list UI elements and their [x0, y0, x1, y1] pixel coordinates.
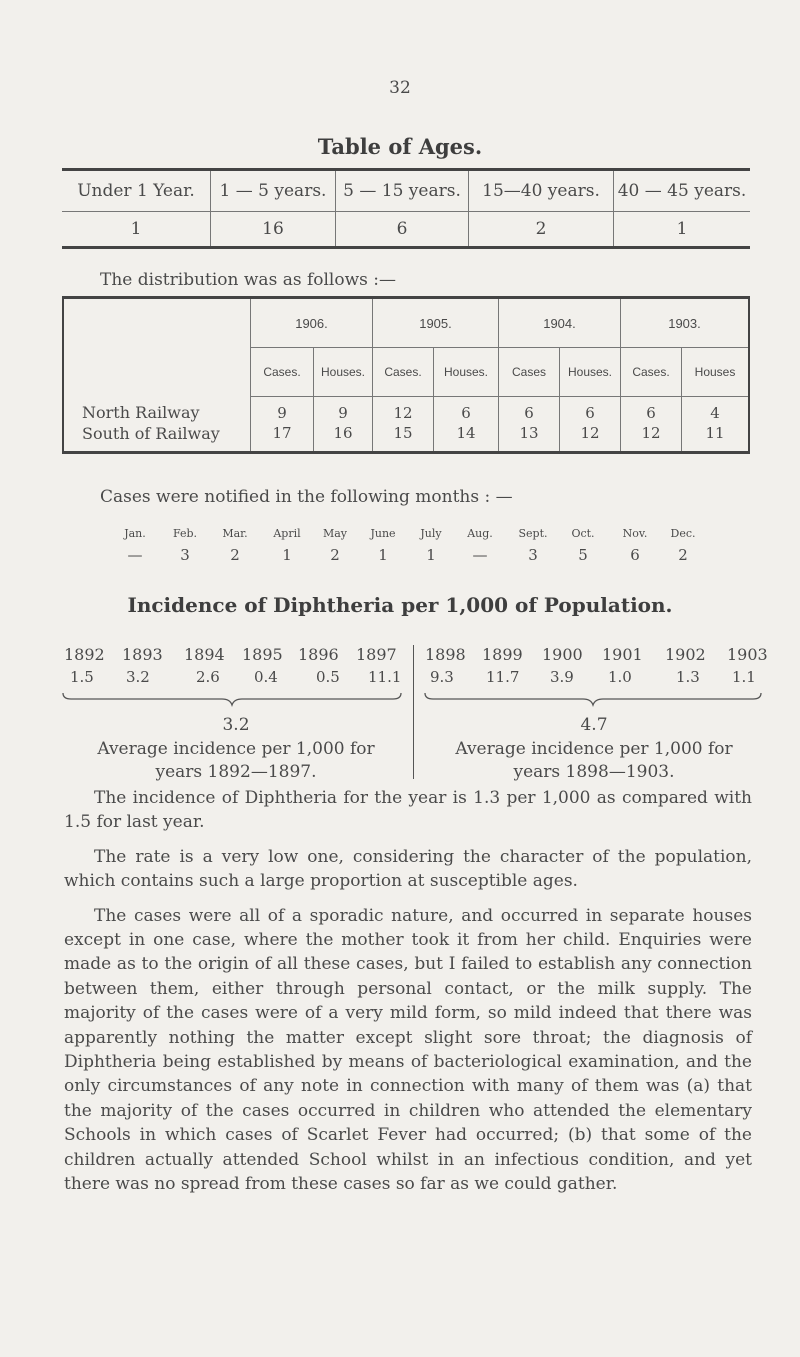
- rate-value: 1.0: [608, 668, 632, 686]
- incidence-right-caption-line1: Average incidence per 1,000 for: [455, 739, 733, 759]
- incidence-right-average: 4.7: [580, 715, 608, 735]
- ages-value: 1: [614, 212, 751, 248]
- year-label: 1902: [665, 645, 706, 664]
- year-label: 1901: [602, 645, 643, 664]
- cell: 9: [314, 397, 373, 424]
- month-value: 2: [678, 546, 688, 564]
- rate-value: 1.3: [676, 668, 700, 686]
- incidence-left-caption-line2: years 1892—1897.: [155, 762, 317, 782]
- month-value: 2: [330, 546, 340, 564]
- cell: 12: [373, 397, 434, 424]
- month-item: [210, 527, 260, 564]
- month-value: —: [472, 546, 488, 564]
- incidence-title: Incidence of Diphtheria per 1,000 of Population.: [127, 593, 673, 617]
- cell: 4: [682, 397, 750, 424]
- month-name: May: [322, 527, 348, 540]
- year-label: 1900: [542, 645, 583, 664]
- year-header: 1906.: [251, 298, 373, 348]
- rate-value: 0.4: [254, 668, 278, 686]
- month-value: —: [127, 546, 143, 564]
- paragraph: The cases were all of a sporadic nature, and occurred in separate houses except in one case, where the mother took it from her child. Enquiries were made as to the origin of all these cases, but I failed to establish any connection between them, either through personal contact, or the milk supply. The majority of the cases were of a very mild form, so mild indeed that there was apparently nothing the matter except slight sore throat; the diagnosis of Diphtheria being established by means of bacteriological examination, and the only circumstances of any note in connection with many of them was (a) that the majority of the cases occurred in children who attended the elementary Schools in which cases of Scarlet Fever had occurred; (b) that some of the children actually attended School whilst in an infectious condition, and yet there was no spread from these cases so far as we could gather.: [64, 905, 752, 1195]
- ages-table: [62, 168, 750, 249]
- rate-value: 3.9: [550, 668, 574, 686]
- cell: 16: [314, 423, 373, 453]
- table-row: [63, 397, 749, 424]
- rate-value: 9.3: [430, 668, 454, 686]
- distribution-intro: The distribution was as follows :—: [100, 270, 396, 290]
- month-value: 3: [528, 546, 538, 564]
- incidence-left-average: 3.2: [222, 715, 250, 735]
- cell: 6: [499, 397, 560, 424]
- sub-header: Cases: [499, 348, 560, 397]
- cell: 14: [434, 423, 499, 453]
- sub-header: Cases.: [251, 348, 314, 397]
- month-name: Dec.: [670, 527, 696, 540]
- year-label: 1899: [482, 645, 523, 664]
- month-item: [262, 527, 312, 564]
- brace-right: [424, 690, 762, 708]
- rate-value: 3.2: [126, 668, 150, 686]
- year-header: 1905.: [373, 298, 499, 348]
- month-name: Mar.: [222, 527, 248, 540]
- year-label: 1897: [356, 645, 397, 664]
- page-number: 32: [389, 78, 411, 98]
- sub-header: Houses: [682, 348, 750, 397]
- ages-value: 6: [336, 212, 469, 248]
- month-item: [110, 527, 160, 564]
- brace-left: [62, 690, 402, 708]
- month-value: 1: [378, 546, 388, 564]
- month-name: Aug.: [467, 527, 493, 540]
- ages-header: 15—40 years.: [469, 170, 614, 212]
- rate-value: 0.5: [316, 668, 340, 686]
- row-label: North Railway: [82, 403, 200, 423]
- ages-value: 1: [130, 219, 142, 239]
- cell: 17: [251, 423, 314, 453]
- incidence-left-caption-line1: Average incidence per 1,000 for: [97, 739, 375, 759]
- cell: 11: [682, 423, 750, 453]
- year-label: 1898: [425, 645, 466, 664]
- sub-header: Cases.: [373, 348, 434, 397]
- cell: 9: [251, 397, 314, 424]
- ages-value: 16: [211, 212, 336, 248]
- ages-table-title: Table of Ages.: [317, 134, 483, 159]
- ages-header: 5 — 15 years.: [336, 170, 469, 212]
- month-name: April: [273, 527, 301, 540]
- months-intro: Cases were notified in the following months : —: [100, 487, 513, 507]
- year-label: 1892: [64, 645, 105, 664]
- rate-value: 11.7: [486, 668, 520, 686]
- month-item: [658, 527, 708, 564]
- cell: 15: [373, 423, 434, 453]
- month-item: [310, 527, 360, 564]
- ages-value: 2: [469, 212, 614, 248]
- year-label: 1894: [184, 645, 225, 664]
- month-name: Sept.: [518, 527, 548, 540]
- sub-header: Houses.: [560, 348, 621, 397]
- cell: 12: [621, 423, 682, 453]
- month-item: [358, 527, 408, 564]
- row-label: South of Railway: [82, 423, 220, 443]
- month-name: Oct.: [571, 527, 595, 540]
- month-item: [508, 527, 558, 564]
- cell: 6: [621, 397, 682, 424]
- year-label: 1893: [122, 645, 163, 664]
- ages-header: 40 — 45 years.: [614, 170, 751, 212]
- month-item: [160, 527, 210, 564]
- year-label: 1895: [242, 645, 283, 664]
- cell: 6: [434, 397, 499, 424]
- rate-value: 2.6: [196, 668, 220, 686]
- month-name: July: [420, 527, 442, 540]
- distribution-table: [62, 296, 750, 454]
- incidence-right-caption-line2: years 1898—1903.: [513, 762, 675, 782]
- ages-header: 1 — 5 years.: [211, 170, 336, 212]
- cell: 12: [560, 423, 621, 453]
- distribution-corner: [63, 298, 251, 397]
- month-value: 3: [180, 546, 190, 564]
- year-label: 1896: [298, 645, 339, 664]
- table-row: [63, 423, 749, 453]
- month-value: 1: [426, 546, 436, 564]
- month-item: [610, 527, 660, 564]
- month-value: 6: [630, 546, 640, 564]
- sub-header: Houses.: [434, 348, 499, 397]
- month-name: Nov.: [622, 527, 648, 540]
- month-name: Feb.: [172, 527, 198, 540]
- paragraph: The rate is a very low one, considering the character of the population, which contains such a large proportion at susceptible ages.: [64, 846, 752, 892]
- year-header: 1903.: [621, 298, 750, 348]
- year-label: 1903: [727, 645, 768, 664]
- sub-header: Cases.: [621, 348, 682, 397]
- month-item: [406, 527, 456, 564]
- rate-value: 1.1: [732, 668, 756, 686]
- rate-value: 1.5: [70, 668, 94, 686]
- rate-value: 11.1: [368, 668, 402, 686]
- month-value: 2: [230, 546, 240, 564]
- sub-header: Houses.: [314, 348, 373, 397]
- ages-header: Under 1 Year.: [62, 170, 211, 212]
- year-header: 1904.: [499, 298, 621, 348]
- month-value: 1: [282, 546, 292, 564]
- body-text: [64, 786, 752, 1207]
- month-name: Jan.: [124, 527, 146, 540]
- month-name: June: [370, 527, 396, 540]
- paragraph: The incidence of Diphtheria for the year is 1.3 per 1,000 as compared with 1.5 for last year.: [64, 788, 752, 833]
- month-value: 5: [578, 546, 588, 564]
- cell: 6: [560, 397, 621, 424]
- cell: 13: [499, 423, 560, 453]
- month-item: [455, 527, 505, 564]
- month-item: [558, 527, 608, 564]
